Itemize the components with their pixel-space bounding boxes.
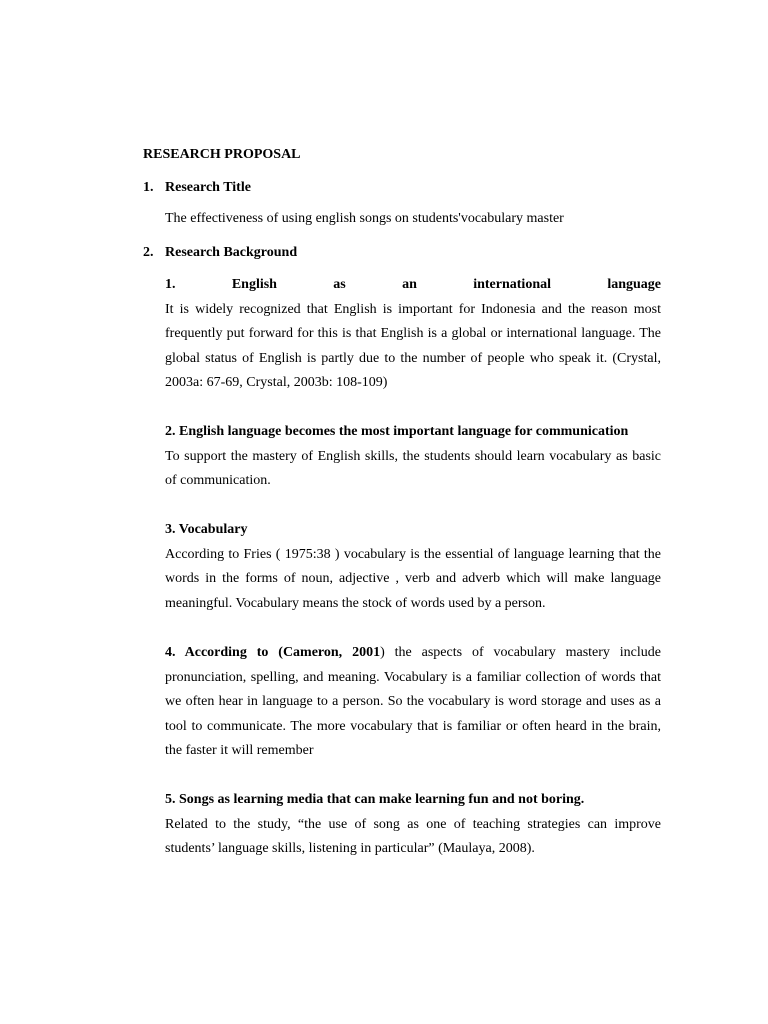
section-heading-research-title	[143, 179, 251, 197]
section-number: 1.	[143, 180, 154, 195]
point-heading: 3. Vocabulary	[165, 522, 248, 537]
point-3	[165, 518, 661, 616]
point-heading: 5. Songs as learning media that can make learning fun and not boring.	[165, 792, 585, 807]
point-1	[165, 273, 661, 396]
point-heading: 4. According to (Cameron, 2001	[165, 645, 381, 660]
point-2	[165, 420, 661, 494]
section-number: 2.	[143, 245, 154, 260]
point-paragraph: According to Fries ( 1975:38 ) vocabulary is the essential of language learning that the words in the forms of noun, adjective , verb and adverb which will make language meaningful. Vocabulary means the stock of words used by a person.	[165, 546, 661, 611]
point-paragraph: It is widely recognized that English is important for Indonesia and the reason most frequently put forward for this is that English is a global or international language. The global status of English is partly due to the number of people who speak it. (Crystal, 2003a: 67-69, Crystal, 2003b: 108-109)	[165, 301, 661, 390]
research-title-text: The effectiveness of using english songs on students'vocabulary master	[165, 211, 564, 226]
section-heading-text: Research Title	[165, 180, 251, 195]
point-4	[165, 641, 661, 764]
point-heading: 2. English language becomes the most important language for communication	[165, 424, 629, 439]
point-paragraph: To support the mastery of English skills, the students should learn vocabulary as basic of communication.	[165, 448, 661, 488]
point-5	[165, 788, 661, 862]
point-paragraph: Related to the study, “the use of song as one of teaching strategies can improve students’ language skills, listening in particular” (Maulaya, 2008).	[165, 816, 661, 856]
section-heading-text: Research Background	[165, 245, 298, 260]
document-title: RESEARCH PROPOSAL	[143, 147, 301, 162]
section-heading-research-background	[143, 244, 297, 262]
point-paragraph: ) the aspects of vocabulary mastery include pronunciation, spelling, and meaning. Vocabulary is a familiar collection of words that we often hear in language to a person. So the vocabulary is word storage and uses as a tool to communicate. The more vocabulary that is familiar or often heard in the brain, the faster it will remember	[165, 645, 662, 758]
point-heading: 1. English as an international language	[165, 277, 661, 292]
